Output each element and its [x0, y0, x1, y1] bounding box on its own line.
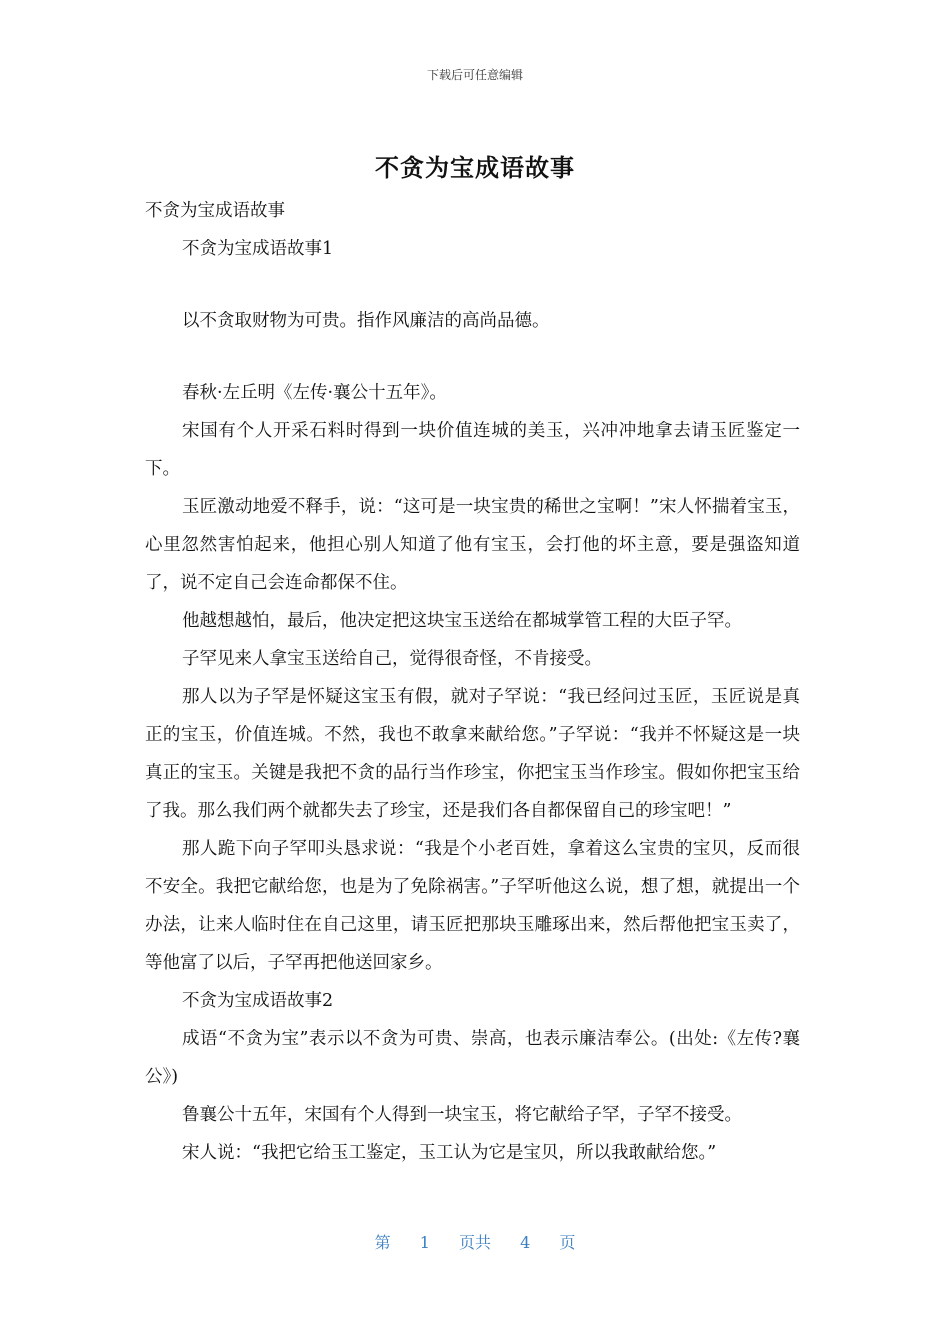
- document-body: [145, 192, 800, 1172]
- paragraph: 以不贪取财物为可贵。指作风廉洁的高尚品德。: [182, 311, 550, 331]
- paragraph: 鲁襄公十五年，宋国有个人得到一块宝玉，将它献给子罕，子罕不接受。: [182, 1105, 742, 1125]
- paragraph: 春秋·左丘明《左传·襄公十五年》。: [182, 383, 447, 403]
- paragraph: 那人跪下向子罕叩头恳求说：“我是个小老百姓，拿着这么宝贵的宝贝，反而很不安全。我把它献给您，也是为了免除祸害。”子罕听他这么说，想了想，就提出一个办法，让来人临时住在自己这里，请玉匠把那块玉雕琢出来，然后帮他把宝玉卖了，等他富了以后，子罕再把他送回家乡。: [145, 839, 800, 973]
- paragraph: 子罕见来人拿宝玉送给自己，觉得很奇怪，不肯接受。: [182, 649, 602, 669]
- footer-word-page: 第: [374, 1233, 391, 1252]
- footer-word-pages: 页: [559, 1233, 576, 1252]
- paragraph: 他越想越怕，最后，他决定把这块宝玉送给在都城掌管工程的大臣子罕。: [182, 611, 742, 631]
- page-header-note: 下载后可任意编辑: [426, 68, 523, 82]
- paragraph: 不贪为宝成语故事: [145, 201, 285, 221]
- section-heading: 不贪为宝成语故事2: [182, 991, 334, 1011]
- footer-total-pages: 4: [520, 1233, 531, 1252]
- page-footer: [0, 1230, 950, 1253]
- paragraph: 宋国有个人开采石料时得到一块价值连城的美玉，兴冲冲地拿去请玉匠鉴定一下。: [145, 421, 800, 479]
- paragraph: 玉匠激动地爱不释手，说：“这可是一块宝贵的稀世之宝啊！”宋人怀揣着宝玉，心里忽然害怕起来，他担心别人知道了他有宝玉，会打他的坏主意，要是强盗知道了，说不定自己会连命都保不住。: [145, 497, 800, 593]
- footer-current-page: 1: [419, 1233, 430, 1252]
- section-heading: 不贪为宝成语故事1: [182, 239, 334, 259]
- paragraph: 那人以为子罕是怀疑这宝玉有假，就对子罕说：“我已经问过玉匠，玉匠说是真正的宝玉，价值连城。不然，我也不敢拿来献给您。”子罕说：“我并不怀疑这是一块真正的宝玉。关键是我把不贪的品行当作珍宝，你把宝玉当作珍宝。假如你把宝玉给了我。那么我们两个就都失去了珍宝，还是我们各自都保留自己的珍宝吧！”: [145, 687, 800, 821]
- paragraph: 成语“不贪为宝”表示以不贪为可贵、崇高，也表示廉洁奉公。(出处:《左传?襄公》): [145, 1029, 800, 1087]
- document-title: 不贪为宝成语故事: [375, 154, 575, 182]
- paragraph: 宋人说：“我把它给玉工鉴定，玉工认为它是宝贝，所以我敢献给您。”: [182, 1143, 717, 1163]
- footer-word-of: 页共: [458, 1233, 491, 1252]
